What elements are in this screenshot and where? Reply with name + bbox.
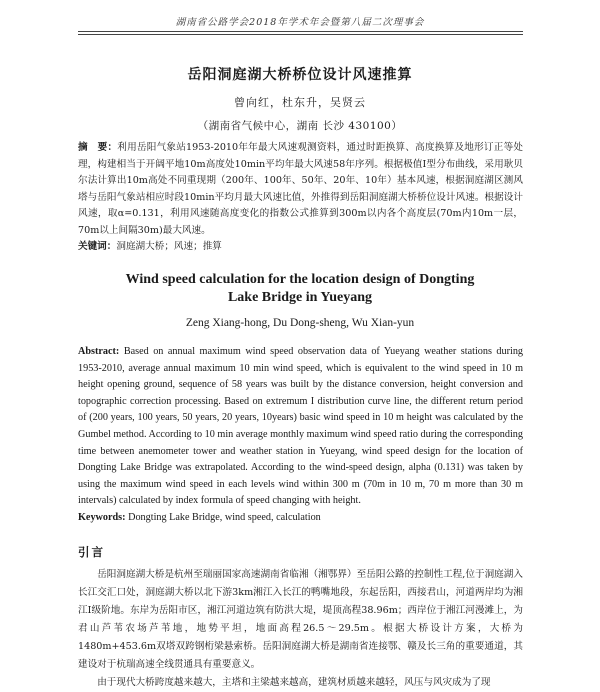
keywords-cn-text: 洞庭湖大桥；风速；推算	[116, 241, 222, 252]
body-paragraph: 由于现代大桥跨度越来越大，主塔和主梁越来越高，建筑材质越来越轻，风压与风灾成为了现	[97, 677, 491, 688]
abstract-en-label: Abstract:	[78, 346, 120, 357]
authors-en: Zeng Xiang-hong, Du Dong-sheng, Wu Xian-yun	[185, 317, 415, 329]
abstract-en	[78, 344, 523, 510]
abstract-cn-label: 摘 要：	[78, 142, 118, 153]
keywords-en-text: Dongting Lake Bridge, wind speed, calculation	[128, 512, 321, 523]
abstract-cn	[78, 140, 523, 240]
title-en	[0, 271, 600, 307]
keywords-en	[78, 510, 523, 526]
section-heading-introduction: 引言	[78, 545, 105, 559]
title-en-line1: Wind speed calculation for the location design of Dongting	[125, 272, 475, 287]
body-text	[78, 566, 523, 692]
body-paragraph: 岳阳洞庭湖大桥是杭州至瑞丽国家高速湖南省临湘（湘鄂界）至岳阳公路的控制性工程,位于洞庭湖入长江交汇口处，洞庭湖大桥以北下游3km湘江入长江的鸭嘴地段，东起岳阳，西接君山，河道两岸均为湘江Ⅰ级阶地。东岸为岳阳市区，湘江河道边筑有防洪大堤，堤顶高程38.96m；西岸位于湘江河漫滩上，为君山芦苇农场芦苇地，地势平坦，地面高程26.5～29.5m。根据大桥设计方案，大桥为1480m+453.6m双塔双跨钢桁梁悬索桥。岳阳洞庭湖大桥是湖南省连接鄂、赣及长三角的重要通道，其建设对于杭瑞高速全线贯通具有重要意义。	[78, 569, 523, 670]
header-rule-thin	[78, 34, 523, 35]
abstract-cn-text: 利用岳阳气象站1953-2010年年最大风速观测资料，通过时距换算、高度换算及地形订正等处理，构建相当于开阔平地10m高度处10min平均年最大风速58年序列。根据极值Ⅰ型分布曲线，采用耿贝尔法计算出10m高处不同重现期（200年、100年、50年、20年、10年）基本风速，根据洞庭湖区测风塔与岳阳气象站相应时段10min平均月最大风速比值，外推得到岳阳洞庭湖大桥桥位设计风速。根据设计风速，取α=0.131，利用风速随高度变化的指数公式推算到300m以内各个高度层(70m内10m一层，70m以上间隔30m)最大风速。	[78, 142, 523, 236]
title-en-line2: Lake Bridge in Yueyang	[227, 290, 373, 305]
keywords-cn	[78, 239, 523, 255]
affiliation-cn: （湖南省气候中心，湖南 长沙 430100）	[197, 120, 403, 132]
header-rule	[78, 31, 523, 32]
abstract-en-text: Based on annual maximum wind speed observation data of Yueyang weather stations during 1953-2010, average annual maximum 10 min wind speed, which is equivalent to the wind speed in 10 m height opening ground, sequence of 58 years was built by the distance conversion, height conversion and topographic correction processing. Based on extremum I distribution curve line, the different return period of (200 years, 100 years, 50 years, 20 years, 10years) basic wind speed in 10 m height was calculated by the Gumbel method. According to 10 min average monthly maximum wind speed ratio during the corresponding time between anemometer tower and weather station in Yueyang, wind speed design for the location of Dongting Lake Bridge was extrapolated. According to the wind-speed design, alpha (0.131) was taken by using the maximum wind speed in each levels wind within 300 m (70m in 10 m, 70 m more than 30 m intervals) calculated by index formula of speed changing with height.	[78, 346, 524, 507]
authors-cn: 曾向红，杜东升，吴贤云	[234, 96, 366, 109]
title-cn: 岳阳洞庭湖大桥桥位设计风速推算	[187, 67, 413, 83]
keywords-cn-label: 关键词：	[78, 241, 117, 252]
keywords-en-label: Keywords:	[78, 512, 126, 523]
running-head: 湖南省公路学会2018年学术年会暨第八届二次理事会	[175, 17, 425, 28]
